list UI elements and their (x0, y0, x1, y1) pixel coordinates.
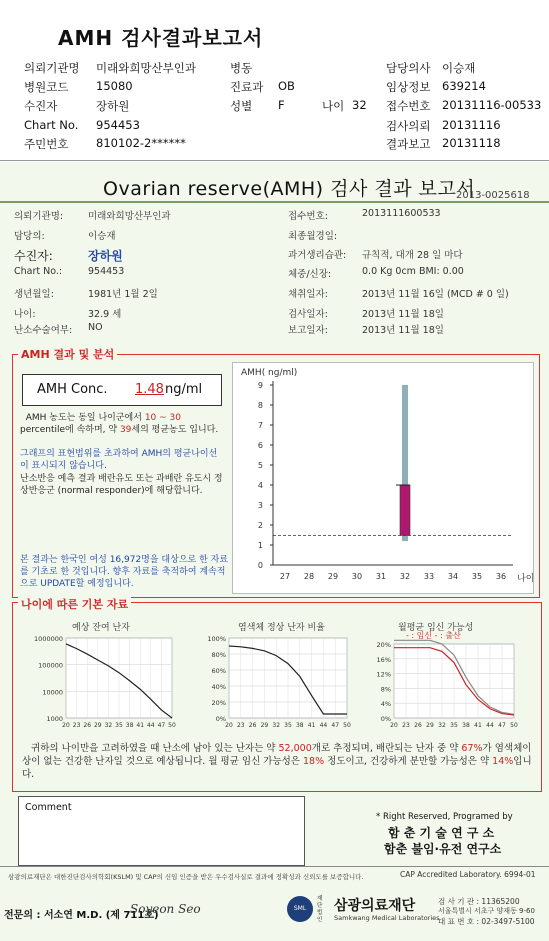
amh-y-tick-label: 8 (257, 401, 263, 410)
summary-normal-pct: 67% (461, 743, 483, 754)
info-value: 2013년 11월 18일 (362, 325, 444, 336)
mini-x-tick-label: 23 (402, 722, 410, 729)
analysis-paragraph-1 (20, 412, 225, 436)
header-value: 이승재 (442, 61, 476, 75)
header-label: 성별 (230, 99, 253, 113)
pregnancy-chart (362, 638, 522, 738)
mini-x-tick-label: 47 (331, 722, 340, 729)
mini-y-tick-label: 4% (380, 700, 391, 709)
mini-x-tick-label: 29 (93, 722, 102, 729)
mini-y-tick-label: 0% (215, 715, 226, 723)
footer-note: 삼광의료재단은 대한진단검사의학회(KSLM) 및 CAP의 신임 인증을 받은 우수검사실로 결과에 정확성과 신뢰도를 보증합니다. (8, 873, 364, 881)
amh-chart (233, 363, 533, 593)
info-label: 과거생리습관: (288, 250, 347, 261)
header-label: 담당의사 (386, 61, 431, 75)
header-value: 15080 (96, 79, 133, 93)
header-label: 접수번호 (386, 99, 431, 113)
mini-y-tick-label: 8% (380, 685, 391, 694)
mini-x-tick-label: 29 (426, 722, 434, 729)
info-label: 난소수술여부: (14, 325, 73, 336)
ovarian-report-number: 2013-0025618 (456, 190, 530, 201)
header-label: 검사의뢰 (386, 119, 431, 133)
comment-box (18, 796, 305, 866)
amh-y-tick-label: 3 (257, 501, 263, 510)
normal-egg-chart (195, 632, 355, 738)
summary-a: 귀하의 나이만을 고려하였을 때 난소에 남아 있는 난자는 약 (31, 743, 276, 754)
header-value: 20131118 (442, 136, 501, 150)
mini-x-tick-label: 41 (307, 722, 316, 729)
mini-y-tick-label: 10000 (42, 688, 63, 697)
comment-label: Comment (25, 802, 72, 813)
info-value: 954453 (88, 266, 125, 277)
info-label: 검사일자: (288, 309, 328, 320)
info-label: 보고일자: (288, 325, 328, 336)
mini-x-tick-label: 26 (248, 722, 257, 729)
mini-x-tick-label: 26 (414, 722, 422, 729)
header-label: 수진자 (24, 99, 58, 113)
header-value: F (278, 98, 285, 112)
footer-divider (0, 866, 549, 867)
lab-badge: 재단법인 (317, 896, 323, 923)
amh-y-tick-label: 5 (257, 461, 263, 470)
mini-x-tick-label: 20 (62, 722, 70, 729)
info-value: 2013년 11월 18일 (362, 309, 444, 320)
info-label: 수진자: (14, 249, 53, 263)
header-value: 20131116-00533 (442, 98, 542, 112)
info-value: 32.9 세 (88, 309, 122, 320)
amh-x-tick-label: 30 (351, 572, 363, 581)
mini-x-tick-label: 35 (450, 722, 458, 729)
mini-x-tick-label: 41 (474, 722, 482, 729)
amh-conc-label: AMH Conc. (37, 382, 108, 397)
header-label: 임상정보 (386, 80, 431, 94)
amh-y-tick-label: 0 (257, 561, 263, 570)
amh-x-tick-label: 29 (327, 572, 339, 581)
mini-x-tick-label: 50 (168, 722, 176, 729)
mini-x-tick-label: 32 (272, 722, 281, 729)
amh-result-bar (400, 485, 410, 535)
amh-x-tick-label: 27 (279, 572, 291, 581)
mini-y-tick-label: 20% (376, 641, 391, 649)
doctor-name: 전문의 : 서소연 M.D. (제 711호) (4, 910, 159, 921)
amh-x-tick-label: 31 (375, 572, 387, 581)
summary-pregnancy-pct: 18% (303, 756, 325, 767)
info-value: 2013년 11월 16일 (MCD # 0 일) (362, 289, 509, 300)
mini-y-tick-label: 40% (211, 683, 226, 691)
info-value: 2013111600533 (362, 208, 441, 219)
header-value: 954453 (96, 118, 140, 132)
info-label: 의뢰기관명: (14, 211, 64, 222)
amh-conc-value: 1.48 (135, 382, 164, 397)
mini-x-tick-label: 35 (115, 722, 123, 729)
amh-y-tick-label: 2 (257, 521, 263, 530)
header-label: 의뢰기관명 (24, 61, 80, 75)
chart-title-normal: 염색체 정상 난자 비율 (238, 623, 325, 633)
amh-y-tick-label: 6 (257, 441, 263, 450)
info-label: 생년월일: (14, 289, 54, 300)
mini-x-tick-label: 32 (104, 722, 113, 729)
lab-contact-3: 대 표 번 호 : 02-3497-5100 (438, 917, 535, 926)
header-value: 20131116 (442, 118, 501, 132)
chart-title-eggs: 예상 잔여 난자 (72, 623, 130, 633)
amh-x-tick-label: 28 (303, 572, 315, 581)
p1b: percentile에 속하며, 약 (20, 425, 118, 435)
lab-name-en: Samkwang Medical Laboratories (334, 914, 440, 922)
header-label: 병원코드 (24, 80, 69, 94)
mini-x-tick-label: 23 (72, 722, 81, 729)
eggs-chart (20, 632, 180, 738)
amh-chart-panel (232, 362, 534, 594)
lab-name: 삼광의료재단 (334, 898, 416, 914)
mini-x-tick-label: 23 (236, 722, 245, 729)
mini-x-tick-label: 38 (295, 722, 304, 729)
amh-y-tick-label: 1 (257, 541, 263, 550)
analysis-section-label: AMH 결과 및 분석 (18, 346, 117, 362)
header-label: 결과보고 (386, 137, 431, 151)
summary-birth-pct: 14% (492, 756, 514, 767)
summary-b: 개로 추정되며, 배란되는 난자 중 (311, 743, 447, 754)
info-value: 미래와희망산부인과 (88, 211, 171, 222)
p1c: 세의 평균농도 입니다. (131, 425, 219, 435)
header-value: 32 (352, 98, 367, 112)
age-summary (22, 742, 537, 781)
mini-x-tick-label: 47 (498, 722, 506, 729)
header-label: 병동 (230, 61, 253, 75)
average-age: 39 (119, 425, 132, 435)
institute-2: 함춘 불임·유전 연구소 (384, 842, 502, 856)
amh-x-tick-label: 35 (471, 572, 483, 581)
header-value: OB (278, 79, 295, 93)
info-value: 0.0 Kg 0cm BMI: 0.00 (362, 266, 464, 277)
summary-f: 건강하게 분만할 가능성은 약 (369, 756, 490, 767)
header-value: 장하원 (96, 99, 130, 113)
header-label: 나이 (322, 99, 345, 113)
summary-eggs: 52,000 (278, 743, 312, 754)
info-label: 최종월경일: (288, 231, 338, 242)
chart-title-pregnancy: 월평균 임신 가능성 (398, 623, 474, 633)
header-value: 639214 (442, 79, 486, 93)
amh-x-tick-label: 33 (423, 572, 435, 581)
amh-x-tick-label: 36 (495, 572, 507, 581)
mini-y-tick-label: 1000 (46, 715, 63, 723)
lab-contact-1: 검 사 기 관 : 11365200 (438, 897, 520, 906)
summary-g: 입니다. (22, 756, 532, 780)
amh-x-axis-label: 나이 (517, 574, 533, 584)
summary-e: 정도이고, (327, 756, 367, 767)
doctor-signature: Soyeon Seo (130, 902, 201, 916)
patient-name: 장하원 (88, 249, 123, 263)
mini-x-tick-label: 26 (83, 722, 92, 729)
lab-logo-icon: SML (287, 896, 313, 922)
cap-text: CAP Accredited Laboratory. 6994-01 (400, 870, 536, 879)
amh-y-tick-label: 4 (257, 481, 263, 490)
info-value: 이승재 (88, 231, 116, 242)
analysis-paragraph-3: 난소반응 예측 결과 배란유도 또는 과배란 유도시 정상반응군 (normal responder)에 해당합니다. (20, 474, 223, 496)
header-label: Chart No. (24, 118, 79, 132)
analysis-paragraph-4: 본 결과는 한국인 여성 16,972명을 대상으로 한 자료를 기초로 한 것입니다. 향후 자료를 축적하여 계속적으로 UPDATE할 예정입니다. (20, 555, 229, 589)
age-section-label: 나이에 따른 기본 자료 (18, 596, 131, 612)
mini-y-tick-label: 0% (380, 715, 391, 723)
mini-y-tick-label: 80% (211, 651, 226, 659)
mini-y-tick-label: 20% (211, 699, 226, 707)
mini-x-tick-label: 20 (225, 722, 233, 729)
mini-x-tick-label: 50 (343, 722, 351, 729)
mini-x-tick-label: 35 (284, 722, 292, 729)
mini-x-tick-label: 29 (260, 722, 269, 729)
amh-x-tick-label: 32 (399, 572, 411, 581)
mini-x-tick-label: 44 (146, 722, 155, 729)
divider (0, 160, 549, 161)
summary-d: 가 염색체이상이 없는 건강한 난자일 것으로 예상됩니다. 월 평균 임신 가능성은 (22, 743, 532, 767)
amh-conc-unit: ng/ml (165, 382, 203, 397)
amh-y-tick-label: 7 (257, 421, 263, 430)
mini-x-tick-label: 50 (510, 722, 518, 729)
mini-x-tick-label: 38 (462, 722, 470, 729)
percentile-range: 10 ~ 30 (144, 413, 181, 423)
mini-x-tick-label: 47 (157, 722, 166, 729)
ovarian-report-title: Ovarian reserve(AMH) 검사 결과 보고서 (103, 178, 476, 200)
mini-x-tick-label: 41 (136, 722, 145, 729)
mini-y-tick-label: 1000000 (34, 635, 63, 643)
mini-x-tick-label: 44 (319, 722, 328, 729)
amh-y-axis-label: AMH( ng/ml) (241, 368, 298, 378)
header-value: 미래와희망산부인과 (96, 61, 196, 75)
mini-x-tick-label: 20 (390, 722, 398, 729)
title-underline (0, 201, 549, 203)
mini-x-tick-label: 44 (486, 722, 494, 729)
mini-y-tick-label: 100% (207, 635, 226, 643)
amh-y-tick-label: 9 (257, 381, 263, 390)
mini-y-tick-label: 16% (376, 655, 391, 664)
mini-y-tick-label: 60% (211, 667, 226, 675)
report-title: AMH 검사결과보고서 (58, 26, 264, 50)
info-label: 담당의: (14, 231, 45, 242)
institute-1: 함 춘 기 술 연 구 소 (388, 826, 495, 840)
summary-c: 약 (449, 743, 459, 754)
header-label: 진료과 (230, 80, 264, 94)
legend-pregnancy: - : 임신 (406, 631, 433, 640)
mini-x-tick-label: 32 (438, 722, 446, 729)
amh-x-tick-label: 34 (447, 572, 459, 581)
header-value: 810102-2****** (96, 136, 186, 150)
info-label: Chart No.: (14, 266, 63, 277)
info-label: 체중/신장: (288, 269, 332, 280)
info-value: 규칙적, 대개 28 일 마다 (362, 250, 463, 261)
info-value: NO (88, 322, 103, 333)
analysis-paragraph-2: 그래프의 표현범위를 초과하여 AMH의 평균나이선이 표시되지 않습니다. (20, 449, 218, 471)
info-label: 접수번호: (288, 211, 328, 222)
mini-y-tick-label: 100000 (38, 661, 63, 670)
p1a: AMH 농도는 동일 나이군에서 (25, 413, 142, 423)
lab-contact-2: 서울특별시 서초구 양재동 9-60 (438, 907, 535, 915)
header-label: 주민번호 (24, 137, 69, 151)
mini-y-tick-label: 12% (376, 670, 391, 679)
info-label: 나이: (14, 309, 36, 320)
info-label: 채취일자: (288, 289, 328, 300)
amh-conc-box (22, 374, 222, 406)
legend-birth: - : 출산 (434, 631, 461, 640)
mini-x-tick-label: 38 (125, 722, 134, 729)
info-value: 1981년 1월 2일 (88, 289, 158, 300)
rights-text: * Right Reserved, Programed by (376, 812, 513, 822)
